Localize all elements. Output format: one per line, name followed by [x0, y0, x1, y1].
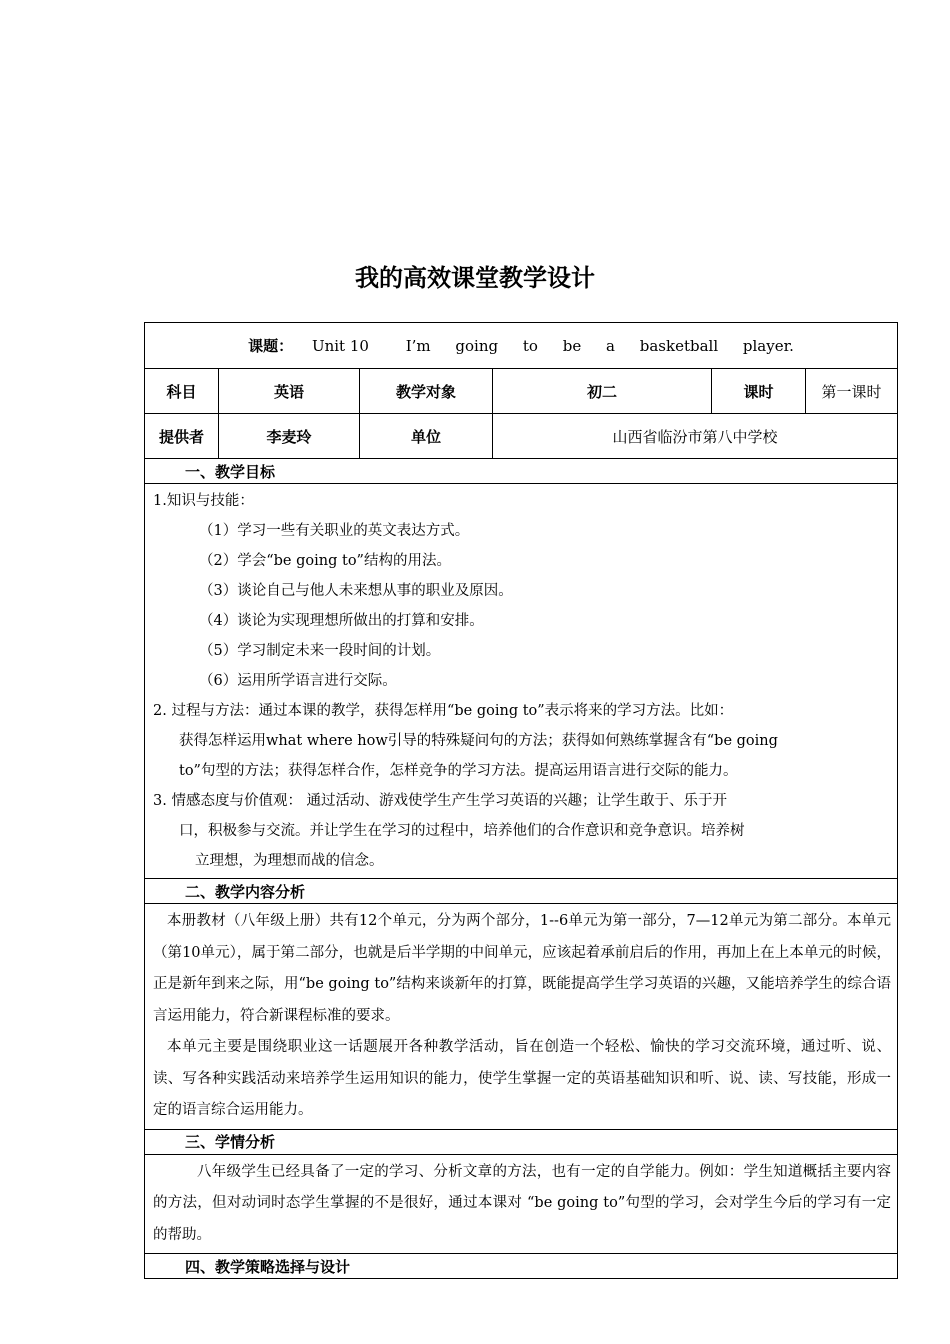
goal-line: 3. 情感态度与价值观： 通过活动、游戏使学生产生学习英语的兴趣；让学生敢于、乐于开 — [153, 793, 728, 809]
topic-word: I’m — [405, 337, 431, 355]
goal-line: （4）谈论为实现理想所做出的打算和安排。 — [199, 613, 484, 629]
goal-line: 口，积极参与交流。并让学生在学习的过程中，培养他们的合作意识和竞争意识。培养树 — [179, 823, 745, 839]
goal-line: （1）学习一些有关职业的英文表达方式。 — [199, 523, 470, 539]
provider-label: 提供者 — [145, 414, 219, 459]
topic-word: be — [562, 337, 582, 355]
content-heading: 二、教学内容分析 — [145, 879, 898, 904]
topic-label: 课题： — [248, 337, 294, 355]
content-paragraph: 本单元主要是围绕职业这一话题展开各种教学活动，旨在创造一个轻松、愉快的学习交流环境，通过听、说、读、写各种实践活动来培养学生运用知识的能力，使学生掌握一定的英语基础知识和听、说、读、写技能，形成一定的语言综合运用能力。 — [153, 1039, 892, 1118]
content-body — [145, 904, 898, 1130]
period-label: 课时 — [712, 369, 806, 414]
topic-word: Unit 10 — [311, 337, 369, 355]
topic-word: player. — [742, 337, 794, 355]
unit-value: 山西省临汾市第八中学校 — [493, 414, 898, 459]
goal-line: 立理想，为理想而战的信念。 — [195, 853, 384, 869]
situation-heading: 三、学情分析 — [145, 1129, 898, 1154]
goal-line: （2）学会“be going to”结构的用法。 — [199, 553, 451, 569]
audience-label: 教学对象 — [360, 369, 493, 414]
provider-value: 李麦玲 — [219, 414, 360, 459]
page-title: 我的高效课堂教学设计 — [355, 264, 595, 292]
unit-label: 单位 — [360, 414, 493, 459]
topic-cell — [145, 323, 898, 369]
topic-word: going — [455, 337, 499, 355]
goal-line: 1.知识与技能： — [153, 493, 254, 509]
strategy-heading: 四、教学策略选择与设计 — [145, 1254, 898, 1279]
subject-value: 英语 — [219, 369, 360, 414]
goal-line: （5）学习制定未来一段时间的计划。 — [199, 643, 441, 659]
goal-line: （6）运用所学语言进行交际。 — [199, 673, 397, 689]
goals-heading: 一、教学目标 — [145, 459, 898, 484]
situation-paragraph: 八年级学生已经具备了一定的学习、分析文章的方法，也有一定的自学能力。例如：学生知道概括主要内容的方法，但对动词时态学生掌握的不是很好，通过本课对 “be going to”句型的学习，会对学生今后的学习有一定的帮助。 — [153, 1163, 892, 1243]
situation-body — [145, 1154, 898, 1254]
lesson-plan-table — [144, 322, 898, 1279]
goal-line: to”句型的方法；获得怎样合作，怎样竞争的学习方法。提高运用语言进行交际的能力。 — [179, 763, 738, 779]
period-value: 第一课时 — [806, 369, 898, 414]
subject-label: 科目 — [145, 369, 219, 414]
content-paragraph: 本册教材（八年级上册）共有12个单元，分为两个部分，1--6单元为第一部分，7—12单元为第二部分。本单元（第10单元），属于第二部分，也就是后半学期的中间单元，应该起着承前启后的作用，再加上在上本单元的时候，正是新年到来之际，用“be going to”结构来谈新年的打算，既能提高学生学习英语的兴趣，又能培养学生的综合语言运用能力，符合新课程标准的要求。 — [153, 913, 892, 1024]
topic-word: a — [606, 337, 615, 355]
goal-line: （3）谈论自己与他人未来想从事的职业及原因。 — [199, 583, 513, 599]
goal-line: 获得怎样运用what where how引导的特殊疑问句的方法；获得如何熟练掌握含有“be going — [179, 733, 778, 749]
goal-line: 2. 过程与方法：通过本课的教学，获得怎样用“be going to”表示将来的学习方法。比如： — [153, 703, 734, 719]
topic-word: basketball — [639, 337, 719, 355]
topic-word: to — [522, 337, 538, 355]
audience-value: 初二 — [493, 369, 712, 414]
goals-body — [145, 484, 898, 879]
